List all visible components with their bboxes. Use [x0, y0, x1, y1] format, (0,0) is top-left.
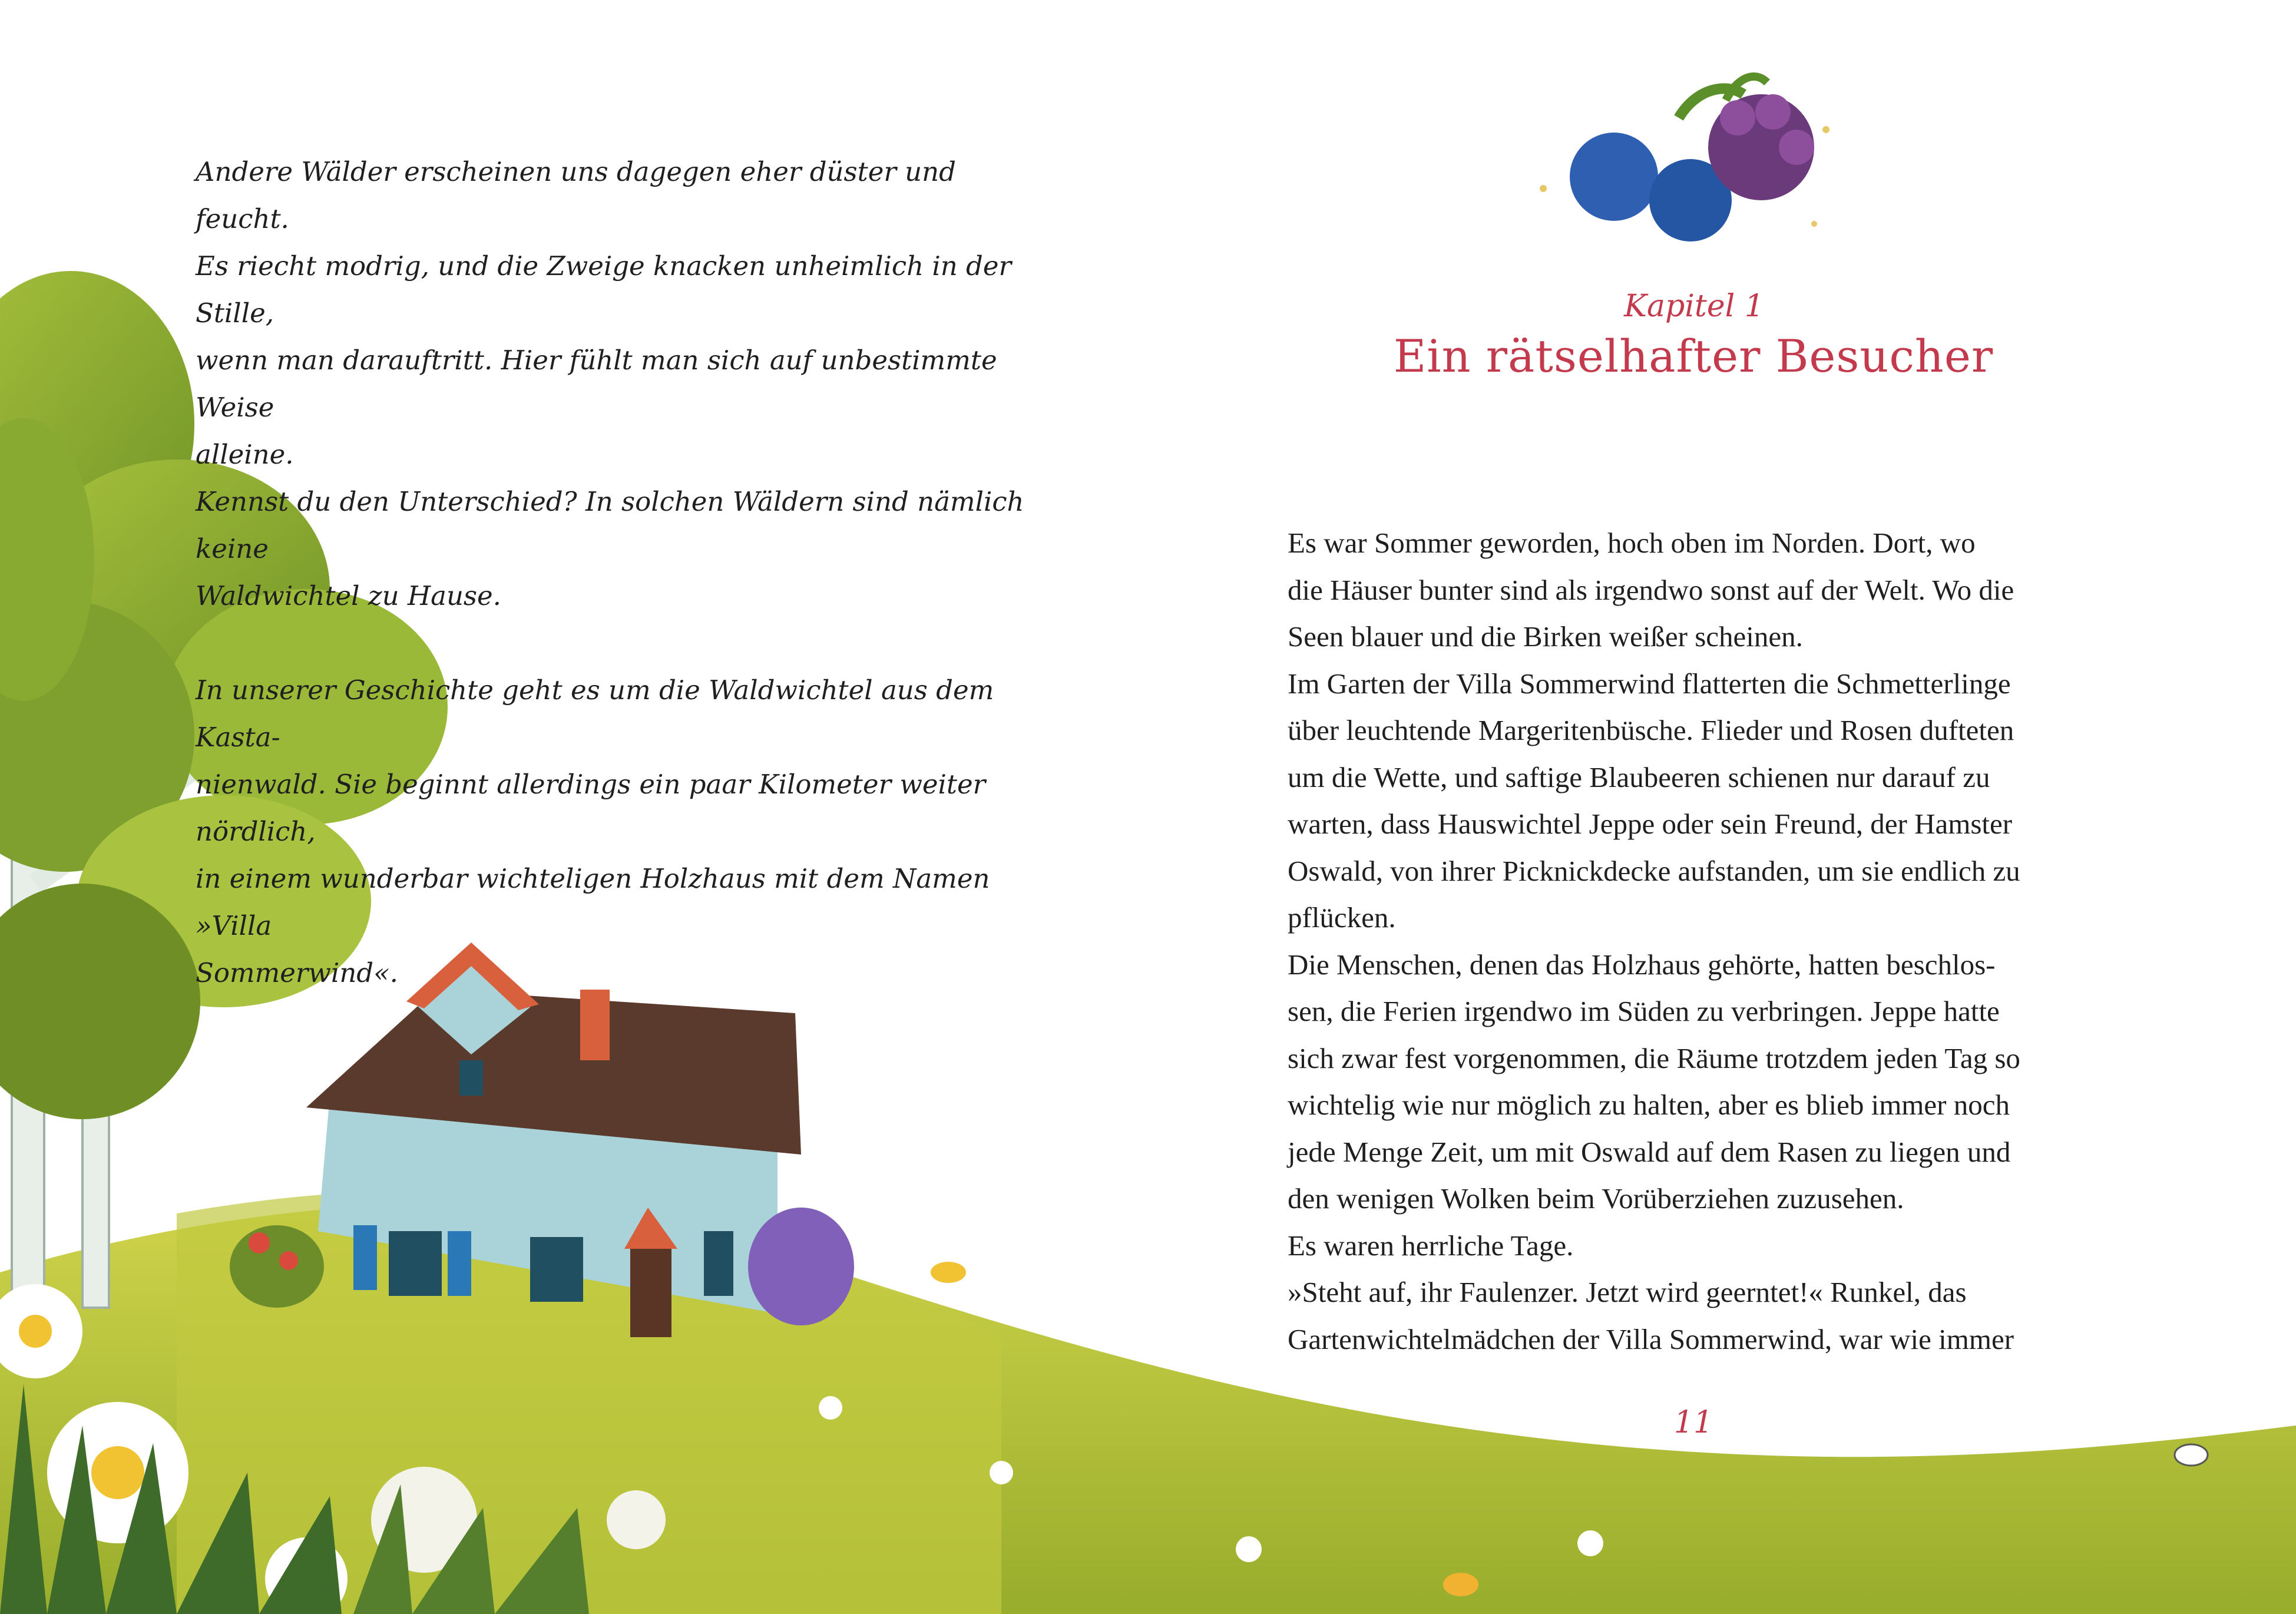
body-line: Oswald, von ihrer Picknickdecke aufstanden, um sie endlich zu — [1288, 854, 2020, 887]
left-line: In unserer Geschichte geht es um die Waldwichtel aus dem Kasta- — [196, 674, 994, 753]
left-line: wenn man darauftritt. Hier fühlt man sich auf unbestimmte Weise — [196, 345, 997, 423]
body-line: Im Garten der Villa Sommerwind flatterten die Schmetterlinge — [1288, 667, 2011, 700]
left-line: Sommerwind«. — [196, 957, 398, 988]
body-line: Es war Sommer geworden, hoch oben im Norden. Dort, wo — [1288, 527, 1976, 559]
body-line: Es waren herrliche Tage. — [1288, 1229, 1574, 1262]
berries-illustration — [1540, 77, 1829, 242]
body-line: sen, die Ferien irgendwo im Süden zu verbringen. Jeppe hatte — [1288, 995, 2000, 1027]
left-line: Es riecht modrig, und die Zweige knacken unheimlich in der Stille, — [196, 250, 1012, 329]
page-number: 11 — [1673, 1405, 1713, 1440]
paragraph-gap — [196, 620, 1032, 667]
body-line: pflücken. — [1288, 901, 1396, 934]
chapter-label: Kapitel 1 — [1624, 289, 1764, 324]
body-line: den wenigen Wolken beim Vorüberziehen zuzusehen. — [1288, 1182, 1904, 1215]
body-line: um die Wette, und saftige Blaubeeren schienen nur darauf zu — [1288, 760, 1990, 793]
body-line: jede Menge Zeit, um mit Oswald auf dem Rasen zu liegen und — [1288, 1135, 2011, 1168]
left-line: in einem wunderbar wichteligen Holzhaus mit dem Namen »Villa — [196, 863, 990, 941]
body-line: über leuchtende Margeritenbüsche. Flieder und Rosen dufteten — [1288, 714, 2014, 746]
body-line: Gartenwichtelmädchen der Villa Sommerwind, war wie immer — [1288, 1322, 2014, 1355]
left-line: alleine. — [196, 439, 294, 470]
body-line: warten, dass Hauswichtel Jeppe oder sein Freund, der Hamster — [1288, 808, 2013, 840]
right-page-text — [1288, 520, 2124, 1362]
body-line: »Steht auf, ihr Faulenzer. Jetzt wird geerntet!« Runkel, das — [1288, 1276, 1967, 1308]
left-line: Kennst du den Unterschied? In solchen Wäldern sind nämlich keine — [196, 486, 1024, 564]
butterfly — [931, 1262, 966, 1283]
rose-bush — [230, 1225, 324, 1308]
left-page-text — [196, 148, 1032, 997]
chapter-title: Ein rätselhafter Besucher — [1393, 330, 1994, 382]
body-line: wichtelig wie nur möglich zu halten, aber es blieb immer noch — [1288, 1089, 2010, 1121]
left-line: Waldwichtel zu Hause. — [196, 580, 501, 611]
body-line: Die Menschen, denen das Holzhaus gehörte, hatten beschlos- — [1288, 948, 1996, 981]
left-line: Andere Wälder erscheinen uns dagegen eher düster und feucht. — [196, 156, 956, 234]
body-line: sich zwar fest vorgenommen, die Räume trotzdem jeden Tag so — [1288, 1041, 2020, 1074]
left-line: nienwald. Sie beginnt allerdings ein paar Kilometer weiter nördlich, — [196, 769, 986, 847]
lilac-bush — [748, 1208, 854, 1325]
body-line: Seen blauer und die Birken weißer scheinen. — [1288, 620, 1803, 653]
body-line: die Häuser bunter sind als irgendwo sonst auf der Welt. Wo die — [1288, 573, 2014, 606]
